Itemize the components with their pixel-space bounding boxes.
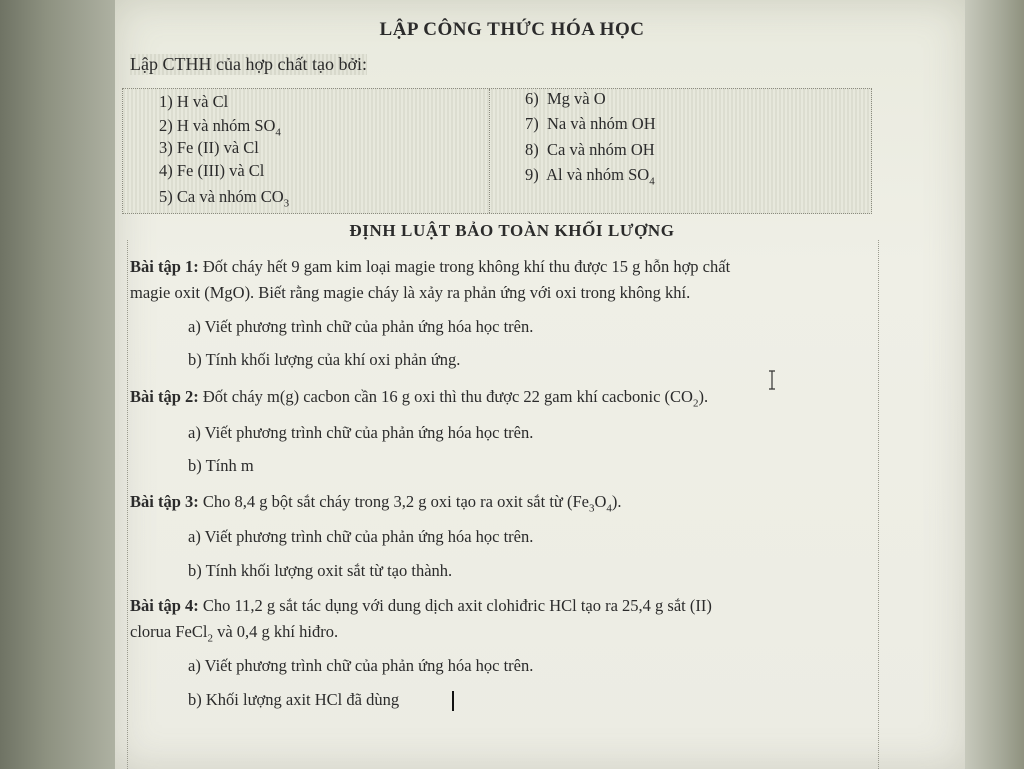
monitor-bezel-right [964,0,1024,769]
exercise-1-part-b: b) Tính khối lượng của khí oxi phản ứng. [188,350,461,369]
exercise-1-line-1: Bài tập 1: Đốt cháy hết 9 gam kim loại magie trong không khí thu được 15 g hỗn hợp chất [130,257,731,276]
exercise-2-part-b: b) Tính m [188,456,254,475]
exercise-4-part-a: a) Viết phương trình chữ của phản ứng hóa học trên. [188,656,534,675]
exercise-3-line-1: Bài tập 3: Cho 8,4 g bột sắt cháy trong 3,2 g oxi tạo ra oxit sắt từ $(Fe_3O_4)$. [130,492,622,515]
table-divider [489,89,490,213]
section-title: ĐỊNH LUẬT BẢO TOÀN KHỐI LƯỢNG [349,221,675,240]
exercise-2-line-1: Bài tập 2: Đốt cháy m(g) cacbon cần 16 g oxi thì thu được 22 gam khí cacbonic $(CO_2)$. [130,387,709,410]
exercise-1-part-a: a) Viết phương trình chữ của phản ứng hóa học trên. [188,317,534,336]
list-item: 9) Al và nhóm $SO_4$ [525,165,655,188]
exercise-2-label: Bài tập 2: [130,387,199,406]
exercise-3-label: Bài tập 3: [130,492,199,511]
monitor-bezel-left [0,0,115,769]
exercise-1-label: Bài tập 1: [130,257,199,276]
list-item: 1) H và Cl [159,92,229,111]
list-item: 3) Fe (II) và Cl [159,138,259,157]
exercise-1-line-2: magie oxit (MgO). Biết rằng magie cháy là xảy ra phản ứng với oxi trong không khí. [130,283,691,302]
list-item: 7) Na và nhóm OH [525,114,656,133]
list-item: 5) Ca và nhóm $CO_3$ [159,187,290,210]
exercise-4-label: Bài tập 4: [130,596,199,615]
exercise-4-line-1: Bài tập 4: Cho 11,2 g sắt tác dụng với dung dịch axit clohiđric HCl tạo ra 25,4 g sắt (II) [130,596,712,615]
intro-line: Lập CTHH của hợp chất tạo bởi: [130,54,367,74]
exercise-4-line-2: clorua FeCl$_2$ và 0,4 g khí hiđro. [130,622,339,645]
ibeam-cursor-icon [768,370,776,390]
text-caret [452,691,454,711]
exercise-3-part-a: a) Viết phương trình chữ của phản ứng hóa học trên. [188,527,534,546]
compound-table [122,88,872,214]
list-item: 4) Fe (III) và Cl [159,161,265,180]
list-item: 8) Ca và nhóm OH [525,140,655,159]
exercise-4-part-b: b) Khối lượng axit HCl đã dùng [188,690,400,709]
exercise-2-part-a: a) Viết phương trình chữ của phản ứng hóa học trên. [188,423,534,442]
document-title: LẬP CÔNG THỨC HÓA HỌC [379,19,645,40]
exercise-3-part-b: b) Tính khối lượng oxit sắt từ tạo thành. [188,561,453,580]
list-item: 6) Mg và O [525,89,606,108]
list-item: 2) H và nhóm $SO_4$ [159,116,281,139]
